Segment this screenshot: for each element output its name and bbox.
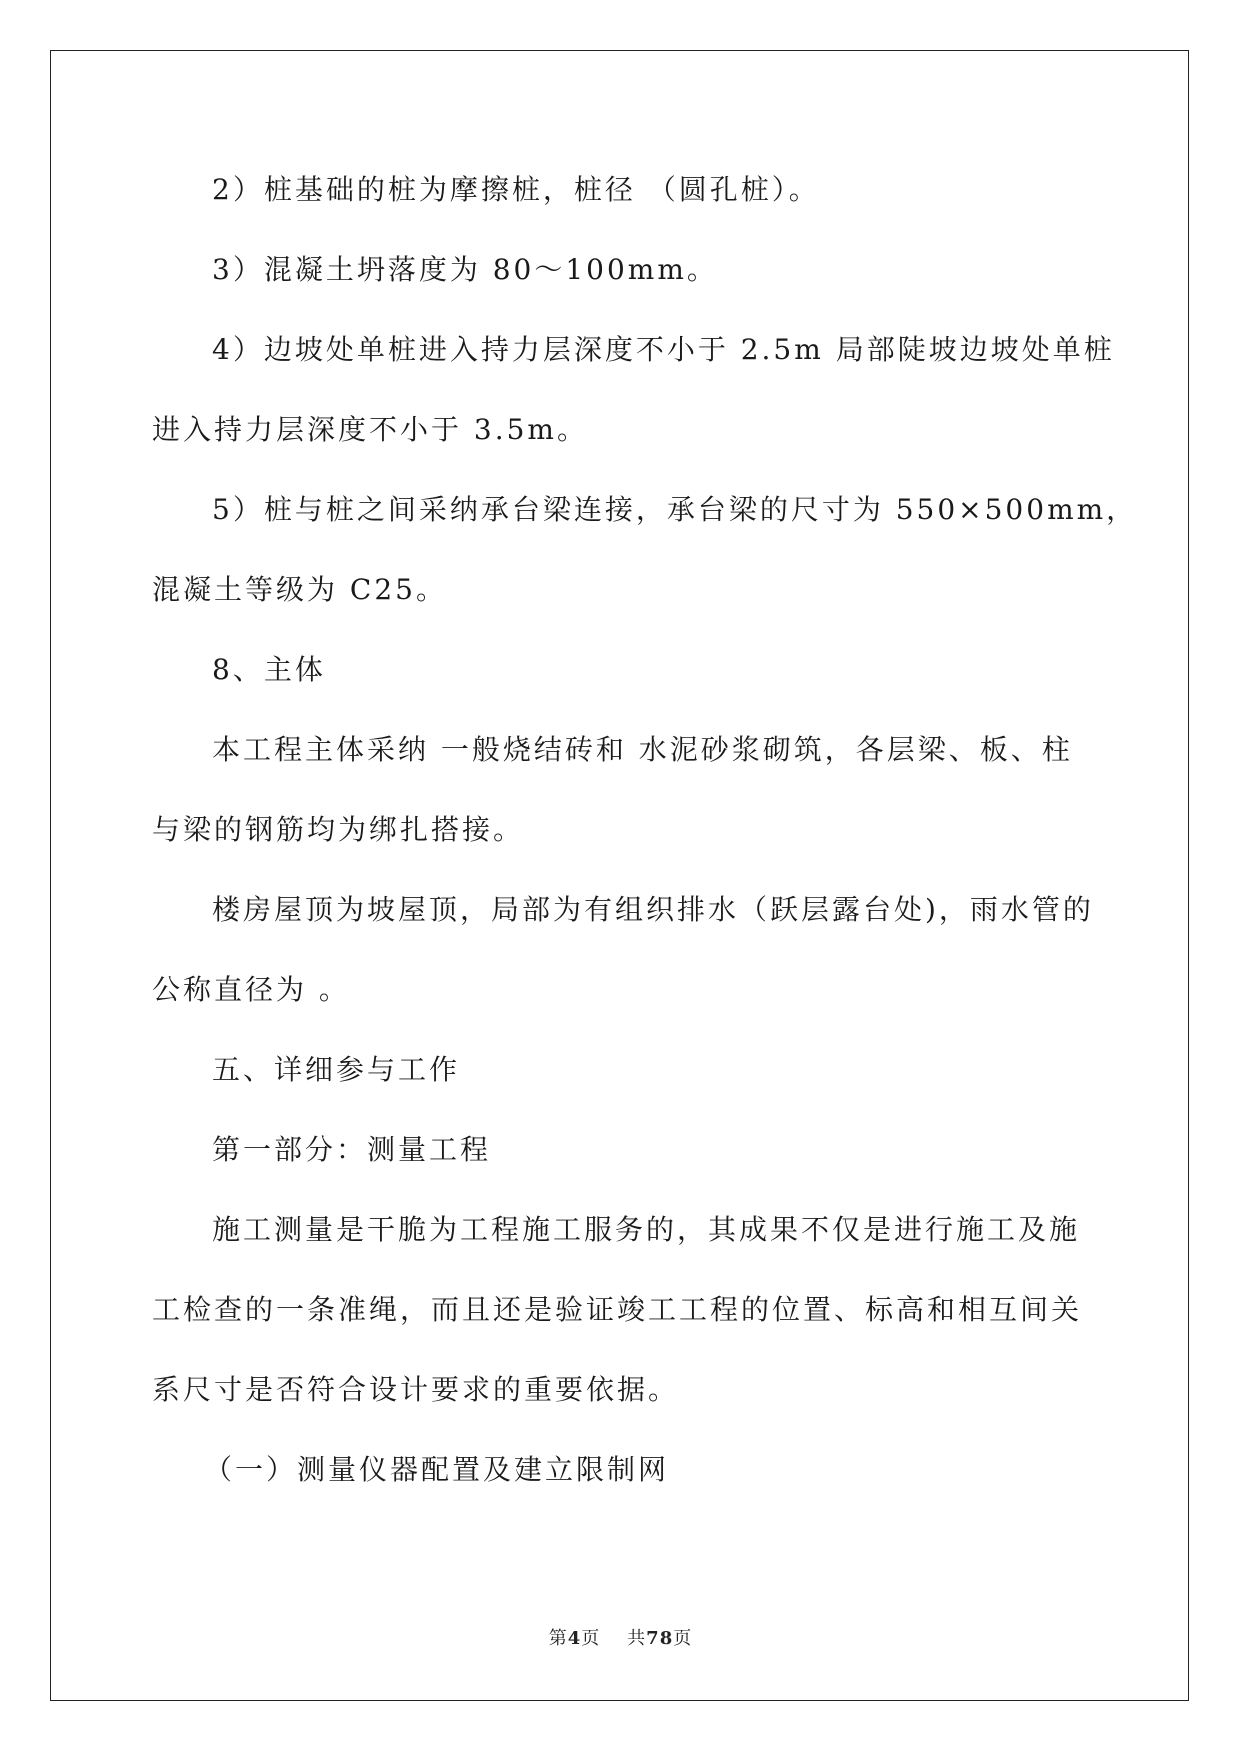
paragraph-1: 2）桩基础的桩为摩擦桩，桩径 （圆孔桩）。 [212,173,820,206]
footer-total-prefix: 共 [627,1628,647,1649]
paragraph-6: 混凝土等级为 C25。 [152,573,447,606]
footer-prefix: 第 [548,1628,568,1649]
current-page-number: 4 [567,1628,582,1649]
total-page-count: 78 [646,1628,674,1649]
paragraph-3: 4）边坡处单桩进入持力层深度不小于 2.5m 局部陡坡边坡处单桩 [212,333,1115,366]
paragraph-10: 楼房屋顶为坡屋顶，局部为有组织排水（跃层露台处)，雨水管的 [212,893,1094,926]
paragraph-4: 进入持力层深度不小于 3.5m。 [152,413,588,446]
paragraph-9: 与梁的钢筋均为绑扎搭接。 [152,813,525,846]
footer-total-suffix: 页 [673,1628,693,1649]
section-heading-main-body: 8、主体 [212,653,326,686]
document-body [152,150,1138,1510]
paragraph-16: 系尺寸是否符合设计要求的重要依据。 [152,1373,680,1406]
paragraph-11: 公称直径为 。 [152,973,350,1006]
section-heading-part-one: 第一部分：测量工程 [212,1133,492,1166]
paragraph-15: 工检查的一条准绳，而且还是验证竣工工程的位置、标高和相互间关 [152,1293,1083,1326]
footer-page-suffix: 页 [581,1628,601,1649]
section-heading-five: 五、详细参与工作 [212,1053,461,1086]
page-footer [0,1624,1241,1650]
section-heading-instruments: （一）测量仪器配置及建立限制网 [204,1453,670,1486]
paragraph-8: 本工程主体采纳 一般烧结砖和 水泥砂浆砌筑，各层梁、板、柱 [212,733,1073,766]
paragraph-2: 3）混凝土坍落度为 80～100mm。 [212,253,718,286]
paragraph-14: 施工测量是干脆为工程施工服务的，其成果不仅是进行施工及施 [212,1213,1081,1246]
paragraph-5: 5）桩与桩之间采纳承台梁连接，承台梁的尺寸为 550×500mm， [212,493,1138,526]
